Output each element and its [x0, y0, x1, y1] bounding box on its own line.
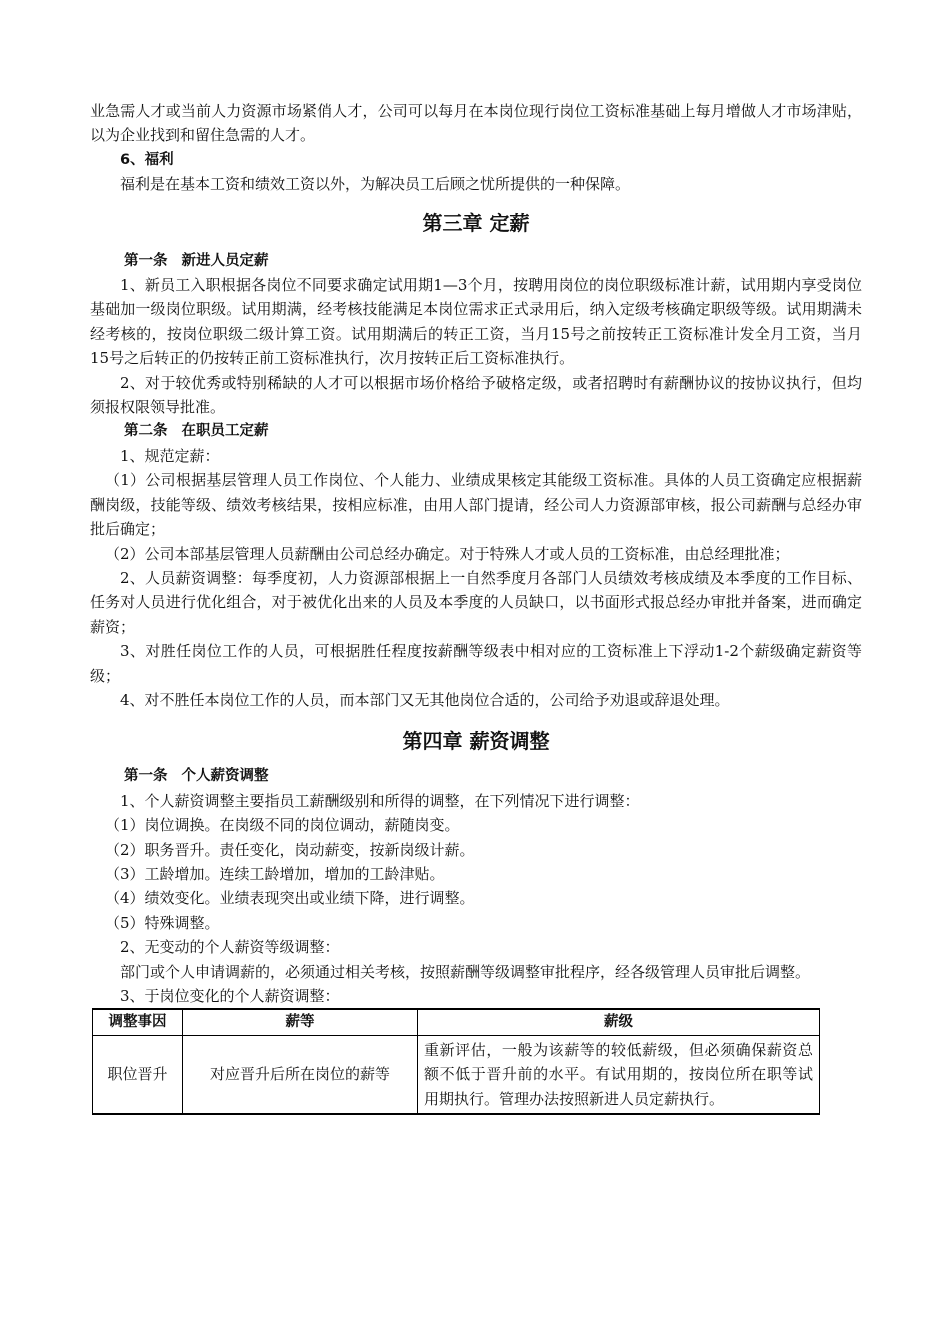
document-body [90, 99, 862, 1115]
paragraph: 1、规范定薪： [120, 446, 220, 465]
table-cell: 对应晋升后所在岗位的薪等 [183, 1035, 418, 1114]
list-item: （3）工龄增加。连续工龄增加，增加的工龄津贴。 [105, 864, 445, 883]
table-cell: 职位晋升 [93, 1035, 183, 1114]
paragraph: 部门或个人申请调薪的，必须通过相关考核，按照薪酬等级调整审批程序，经各级管理人员审批后调整。 [120, 962, 811, 981]
paragraph: （1）公司根据基层管理人员工作岗位、个人能力、业绩成果核定其能级工资标准。具体的人员工资确定应根据薪酬岗级，技能等级、绩效考核结果，按相应标准，由用人部门提请，经公司人力资源部审核，报公司薪酬与总经办审批后确定； [90, 471, 862, 539]
paragraph: （2）公司本部基层管理人员薪酬由公司总经办确定。对于特殊人才或人员的工资标准，由总经理批准； [105, 544, 790, 563]
table-header-cell: 薪级 [418, 1009, 820, 1035]
paragraph: 2、对于较优秀或特别稀缺的人才可以根据市场价格给予破格定级，或者招聘时有薪酬协议的按协议执行，但均须报权限领导批准。 [90, 373, 862, 417]
table-row [93, 1035, 820, 1114]
table-header-row [93, 1009, 820, 1035]
article-heading [90, 419, 862, 443]
paragraph: 4、对不胜任本岗位工作的人员，而本部门又无其他岗位合适的，公司给予劝退或辞退处理。 [120, 690, 730, 709]
paragraph-continuation: 业急需人才或当前人力资源市场紧俏人才，公司可以每月在本岗位现行岗位工资标准基础上每月增做人才市场津贴，以为企业找到和留住急需的人才。 [90, 102, 862, 145]
list-item: （5）特殊调整。 [105, 913, 220, 932]
paragraph: 3、于岗位变化的个人薪资调整： [120, 987, 340, 1005]
article-title: 个人薪资调整 [181, 768, 269, 785]
article-number: 第二条 [124, 423, 168, 440]
chapter-title-4: 第四章 薪资调整 [402, 729, 550, 754]
article-heading [90, 249, 862, 273]
article-title: 新进人员定薪 [181, 252, 269, 269]
list-item: （4）绩效变化。业绩表现突出或业绩下降，进行调整。 [105, 889, 475, 908]
chapter-title-3: 第三章 定薪 [422, 210, 530, 235]
article-number: 第一条 [124, 252, 168, 269]
paragraph: 1、个人薪资调整主要指员工薪酬级别和所得的调整，在下列情况下进行调整： [120, 791, 640, 810]
paragraph: 1、新员工入职根据各岗位不同要求确定试用期1—3个月，按聘用岗位的岗位职级标准计薪，试用期内享受岗位基础加一级岗位职级。试用期满，经考核技能满足本岗位需求正式录用后，纳入定级考核确定职级等级。试用期满未经考核的，按岗位职级二级计算工资。试用期满后的转正工资，当月15号之前按转正工资标准计发全月工资，当月15号之后转正的仍按转正前工资标准执行，次月按转正后工资标准执行。 [90, 276, 862, 368]
table-header-cell: 调整事因 [93, 1009, 183, 1035]
article-heading [90, 764, 862, 788]
paragraph: 2、人员薪资调整：每季度初，人力资源部根据上一自然季度月各部门人员绩效考核成绩及本季度的工作目标、任务对人员进行优化组合，对于被优化出来的人员及本季度的人员缺口，以书面形式报总经办审批并备案，进而确定薪资； [90, 568, 862, 636]
section-heading-welfare: 6、福利 [120, 151, 174, 168]
paragraph-welfare: 福利是在基本工资和绩效工资以外，为解决员工后顾之忧所提供的一种保障。 [120, 175, 631, 194]
salary-adjustment-table [92, 1008, 820, 1115]
table-header-cell: 薪等 [183, 1009, 418, 1035]
article-number: 第一条 [124, 768, 168, 785]
table-cell: 重新评估，一般为该薪等的较低薪级，但必须确保薪资总额不低于晋升前的水平。有试用期的，按岗位所在职等试用期执行。管理办法按照新进人员定薪执行。 [418, 1035, 820, 1114]
paragraph: 3、对胜任岗位工作的人员，可根据胜任程度按薪酬等级表中相对应的工资标准上下浮动1-2个薪级确定薪资等级； [90, 642, 862, 685]
article-title: 在职员工定薪 [181, 423, 269, 440]
paragraph: 2、无变动的个人薪资等级调整： [120, 938, 340, 957]
list-item: （1）岗位调换。在岗级不同的岗位调动，薪随岗变。 [105, 816, 460, 835]
list-item: （2）职务晋升。责任变化，岗动薪变，按新岗级计薪。 [105, 840, 475, 859]
